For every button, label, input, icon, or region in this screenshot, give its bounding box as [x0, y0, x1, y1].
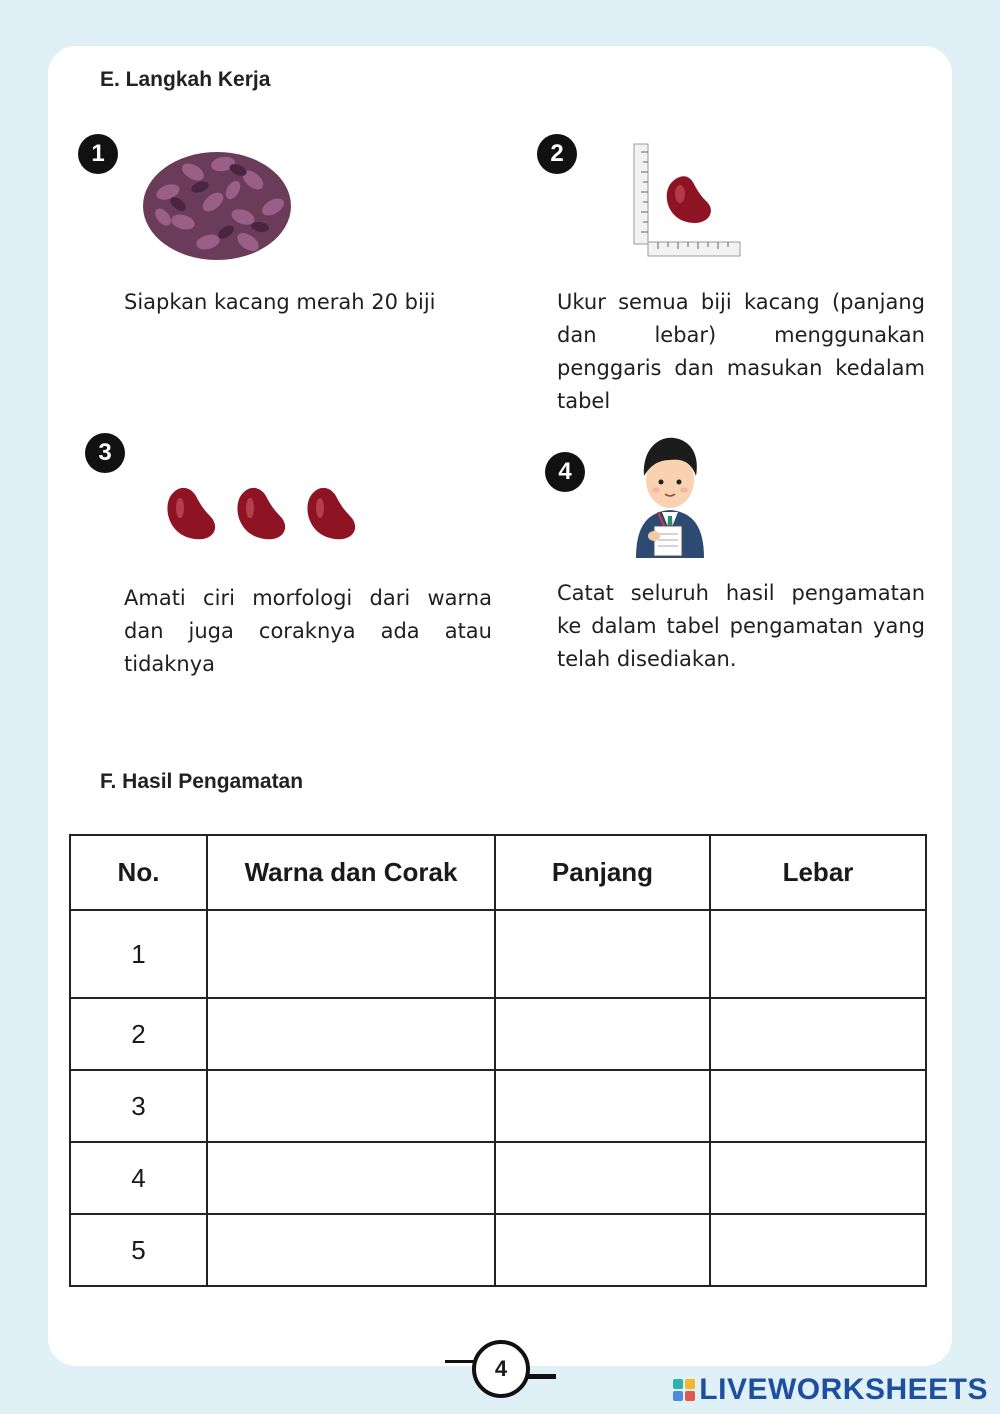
liveworksheets-grid-icon [673, 1379, 695, 1401]
section-title-steps: E. Langkah Kerja [100, 68, 271, 91]
three-beans-image [162, 484, 362, 546]
length-cell[interactable] [495, 910, 710, 998]
color-pattern-cell[interactable] [207, 1070, 495, 1142]
step-2-number: 2 [537, 134, 577, 174]
header-color-pattern: Warna dan Corak [207, 835, 495, 910]
bean-pile-image [138, 142, 296, 266]
width-cell[interactable] [710, 1142, 926, 1214]
section-title-results: F. Hasil Pengamatan [100, 770, 304, 793]
liveworksheets-logo [673, 1374, 988, 1406]
row-number: 1 [70, 910, 207, 998]
header-no: No. [70, 835, 207, 910]
row-number: 3 [70, 1070, 207, 1142]
step-1-number: 1 [78, 134, 118, 174]
row-number: 5 [70, 1214, 207, 1286]
page-number: 4 [472, 1340, 530, 1398]
table-row [70, 910, 926, 998]
step-2-text: Ukur semua biji kacang (panjang dan lebar) menggunakan penggaris dan masukan kedalam tabel [557, 290, 925, 413]
step-4-text: Catat seluruh hasil pengamatan ke dalam tabel pengamatan yang telah disediakan. [557, 581, 925, 671]
table-row [70, 998, 926, 1070]
length-cell[interactable] [495, 1142, 710, 1214]
row-number: 4 [70, 1142, 207, 1214]
liveworksheets-text: LIVEWORKSHEETS [699, 1373, 988, 1406]
color-pattern-cell[interactable] [207, 998, 495, 1070]
width-cell[interactable] [710, 1070, 926, 1142]
color-pattern-cell[interactable] [207, 1214, 495, 1286]
width-cell[interactable] [710, 910, 926, 998]
length-cell[interactable] [495, 998, 710, 1070]
step-1-text: Siapkan kacang merah 20 biji [124, 290, 436, 314]
table-row [70, 1214, 926, 1286]
step-3-number: 3 [85, 433, 125, 473]
table-row [70, 1070, 926, 1142]
table-row [70, 1142, 926, 1214]
color-pattern-cell[interactable] [207, 1142, 495, 1214]
length-cell[interactable] [495, 1070, 710, 1142]
observation-table [69, 834, 927, 1287]
table-header-row [70, 835, 926, 910]
width-cell[interactable] [710, 998, 926, 1070]
step-4-number: 4 [545, 452, 585, 492]
header-width: Lebar [710, 835, 926, 910]
header-length: Panjang [495, 835, 710, 910]
ruler-bean-image [632, 142, 744, 262]
width-cell[interactable] [710, 1214, 926, 1286]
row-number: 2 [70, 998, 207, 1070]
person-taking-notes-image [628, 432, 712, 560]
step-3-text: Amati ciri morfologi dari warna dan juga coraknya ada atau tidaknya [124, 586, 492, 676]
color-pattern-cell[interactable] [207, 910, 495, 998]
length-cell[interactable] [495, 1214, 710, 1286]
